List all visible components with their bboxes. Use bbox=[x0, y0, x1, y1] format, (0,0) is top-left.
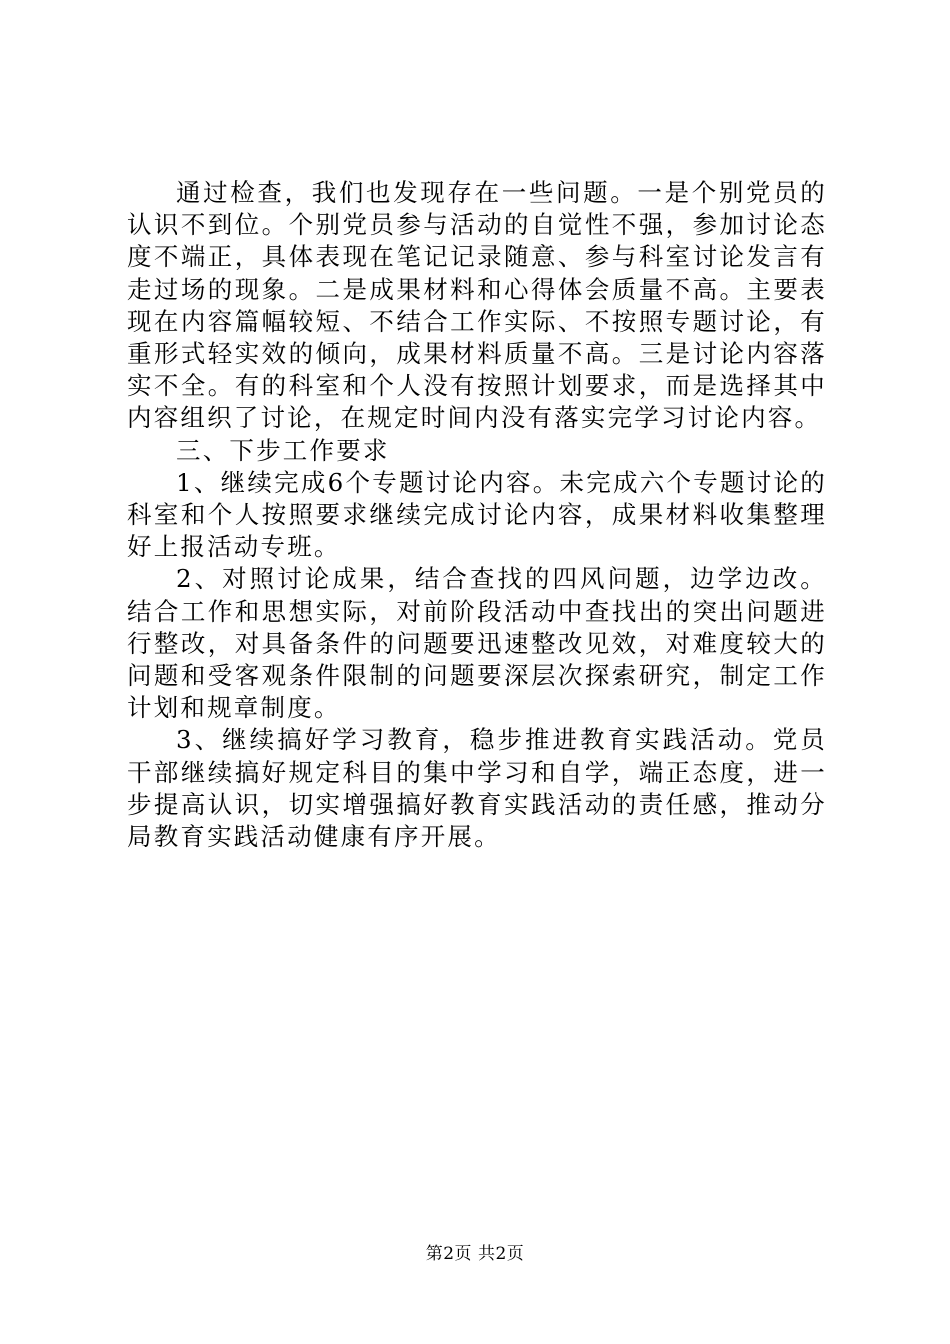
page-number: 第2页 共2页 bbox=[425, 1244, 525, 1264]
page-footer bbox=[0, 1243, 950, 1265]
document-body bbox=[127, 177, 827, 853]
paragraph-problems-found: 通过检查，我们也发现存在一些问题。一是个别党员的认识不到位。个别党员参与活动的自觉性不强，参加讨论态度不端正，具体表现在笔记记录随意、参与科室讨论发言有走过场的现象。二是成果材料和心得体会质量不高。主要表现在内容篇幅较短、不结合工作实际、不按照专题讨论，有重形式轻实效的倾向，成果材料质量不高。三是讨论内容落实不全。有的科室和个人没有按照计划要求，而是选择其中内容组织了讨论，在规定时间内没有落实完学习讨论内容。 bbox=[127, 178, 827, 433]
paragraph-item-3: 3、继续搞好学习教育，稳步推进教育实践活动。党员干部继续搞好规定科目的集中学习和自学，端正态度，进一步提高认识，切实增强搞好教育实践活动的责任感，推动分局教育实践活动健康有序开展。 bbox=[127, 725, 827, 852]
paragraph-item-1: 1、继续完成6个专题讨论内容。未完成六个专题讨论的科室和个人按照要求继续完成讨论内容，成果材料收集整理好上报活动专班。 bbox=[127, 467, 827, 562]
paragraph-item-2: 2、对照讨论成果，结合查找的四风问题，边学边改。结合工作和思想实际，对前阶段活动中查找出的突出问题进行整改，对具备条件的问题要迅速整改见效，对难度较大的问题和受客观条件限制的问题要深层次探索研究，制定工作计划和规章制度。 bbox=[127, 564, 827, 723]
section-heading-next-steps: 三、下步工作要求 bbox=[176, 435, 390, 465]
